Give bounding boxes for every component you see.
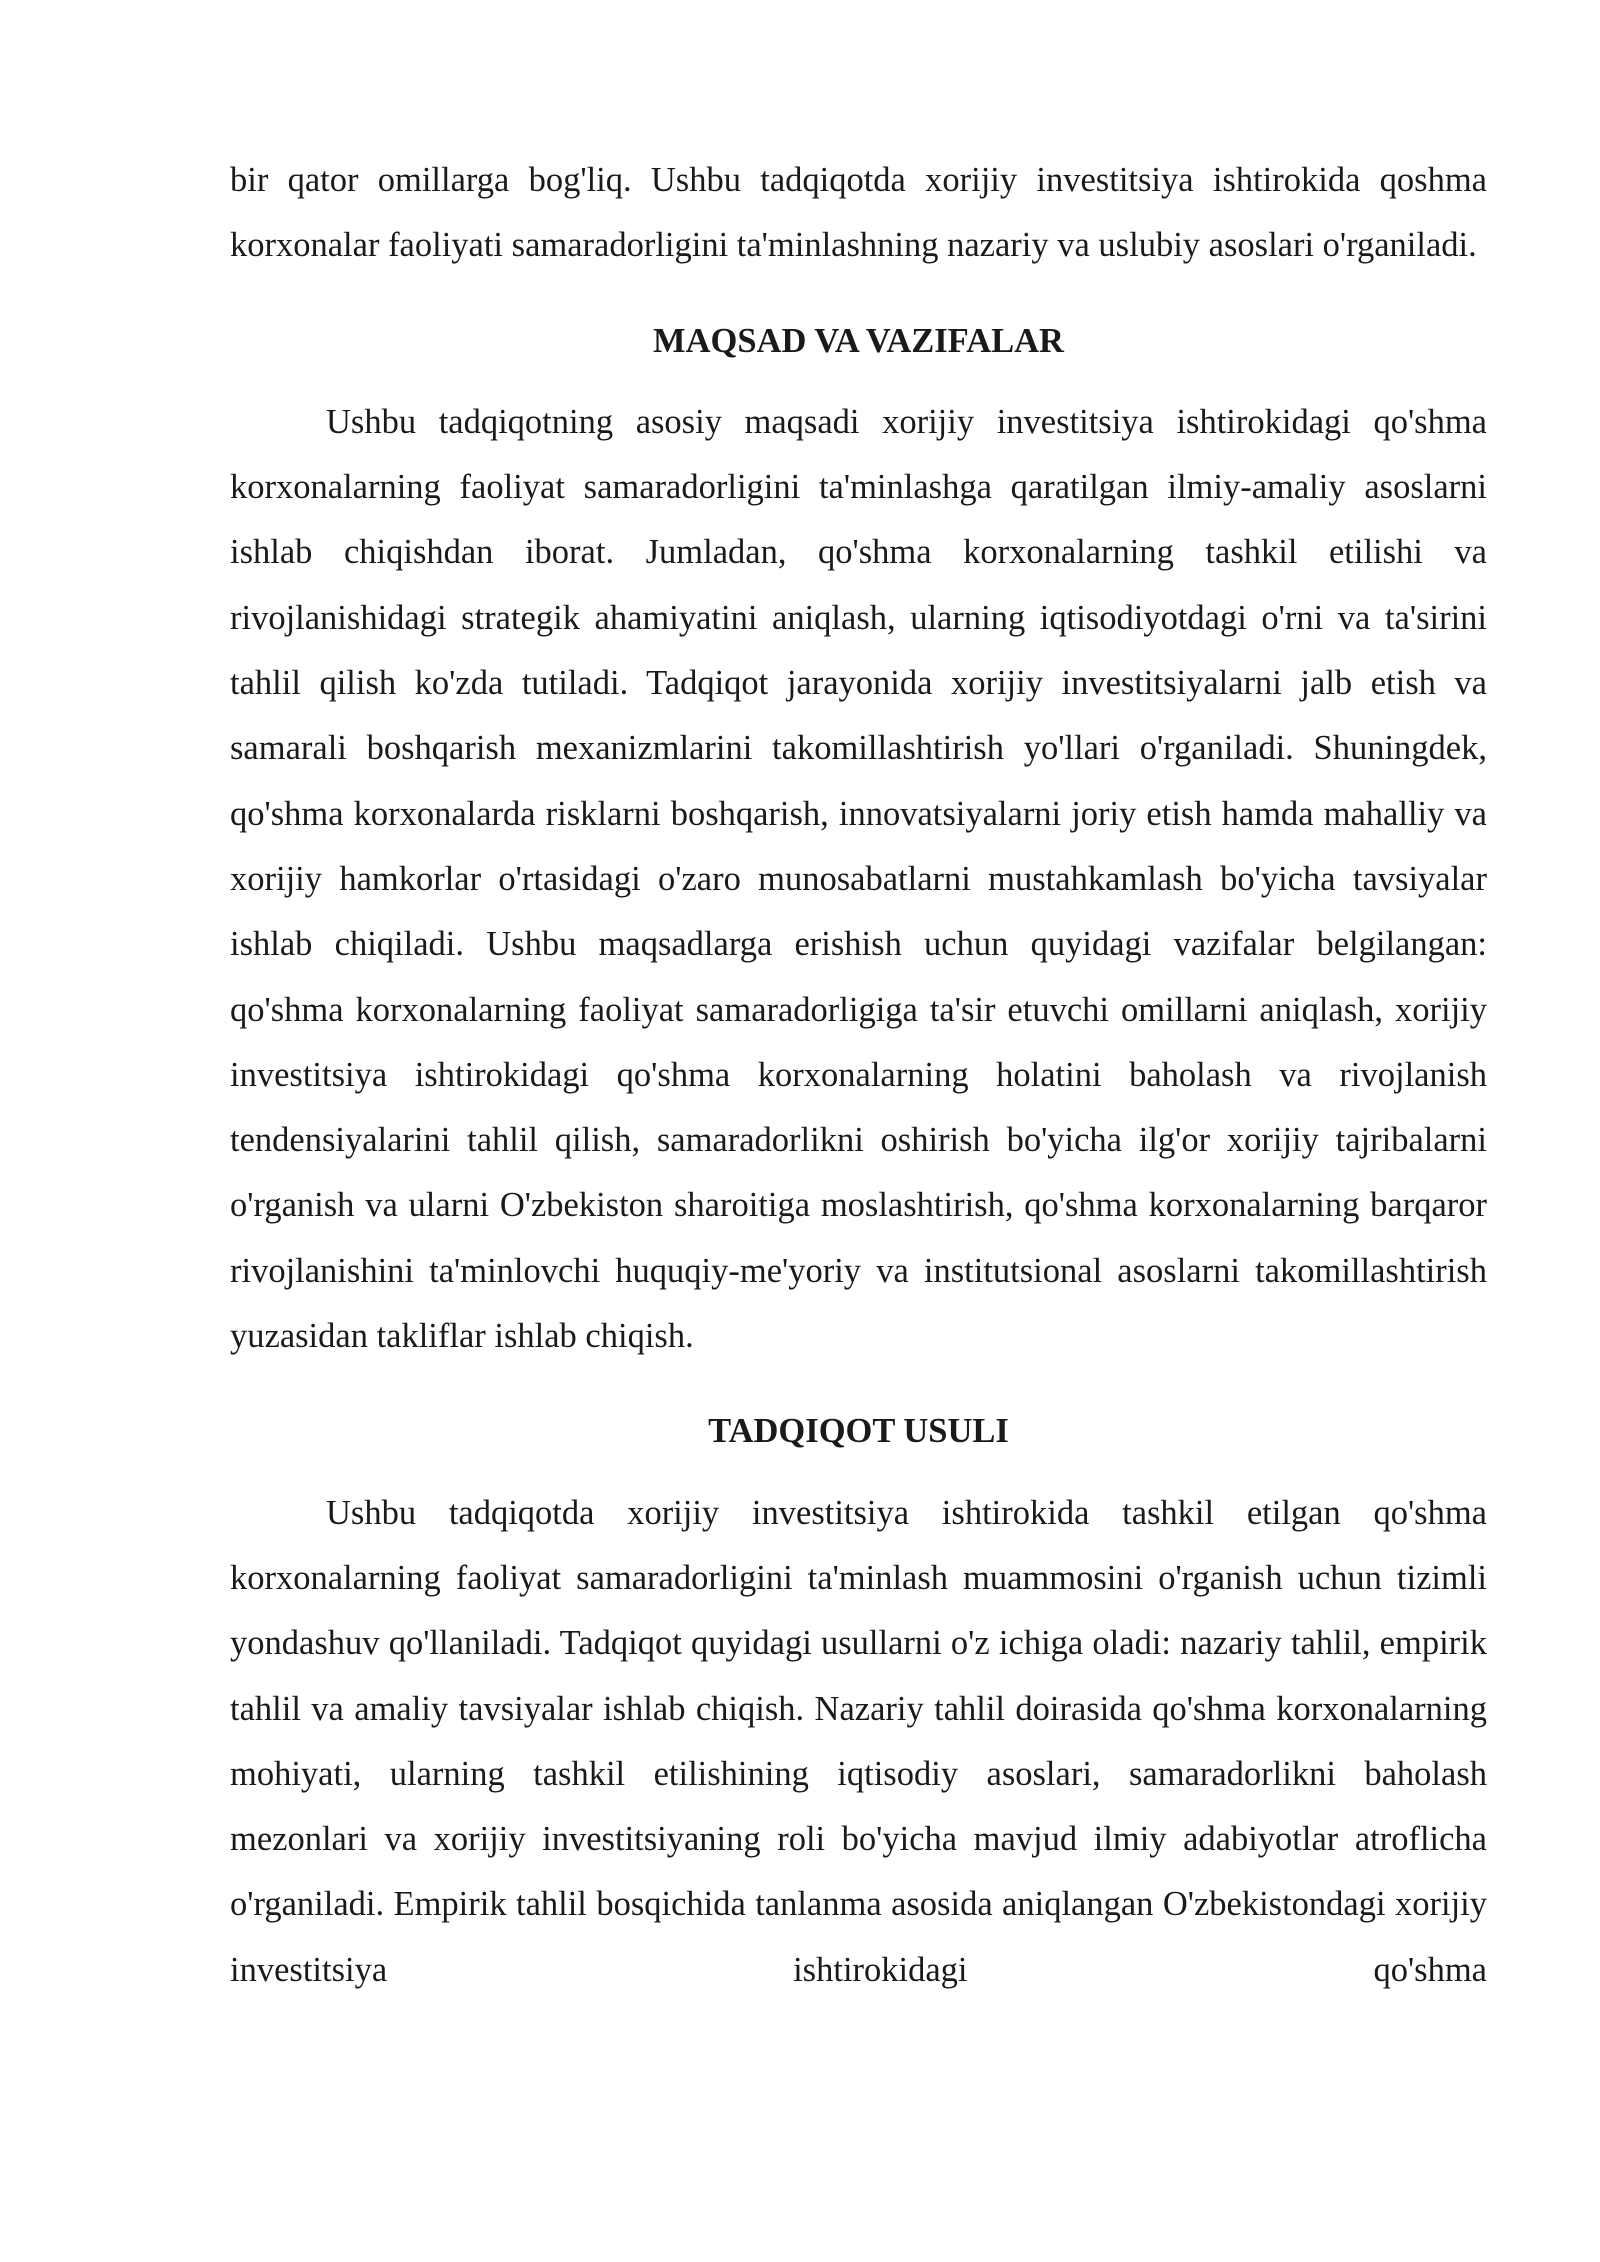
document-page <box>230 148 1487 2003</box>
section-heading-goals: MAQSAD VA VAZIFALAR <box>653 321 1064 360</box>
section-heading-method: TADQIQOT USULI <box>708 1412 1009 1451</box>
goals-paragraph: Ushbu tadqiqotning asosiy maqsadi xorijiy investitsiya ishtirokidagi qo'shma korxonalarning faoliyat samaradorligini ta'minlashga qaratilgan ilmiy-amaliy asoslarni ishlab chiqishdan iborat. Jumladan, qo'shma korxonalarning tashkil etilishi va rivojlanishidagi strategik ahamiyatini aniqlash, ularning iqtisodiyotdagi o'rni va ta'sirini tahlil qilish ko'zda tutiladi. Tadqiqot jarayonida xorijiy investitsiyalarni jalb etish va samarali boshqarish mexanizmlarini takomillashtirish yo'llari o'rganiladi. Shuningdek, qo'shma korxonalarda risklarni boshqarish, innovatsiyalarni joriy etish hamda mahalliy va xorijiy hamkorlar o'rtasidagi o'zaro munosabatlarni mustahkamlash bo'yicha tavsiyalar ishlab chiqiladi. Ushbu maqsadlarga erishish uchun quyidagi vazifalar belgilangan: qo'shma korxonalarning faoliyat samaradorligiga ta'sir etuvchi omillarni aniqlash, xorijiy investitsiya ishtirokidagi qo'shma korxonalarning holatini baholash va rivojlanish tendensiyalarini tahlil qilish, samaradorlikni oshirish bo'yicha ilg'or xorijiy tajribalarni o'rganish va ularni O'zbekiston sharoitiga moslashtirish, qo'shma korxonalarning barqaror rivojlanishini ta'minlovchi huquqiy-me'yoriy va institutsional asoslarni takomillashtirish yuzasidan takliflar ishlab chiqish. <box>230 402 1487 1356</box>
method-paragraph: Ushbu tadqiqotda xorijiy investitsiya ishtirokida tashkil etilgan qo'shma korxonalarning faoliyat samaradorligini ta'minlash muammosini o'rganish uchun tizimli yondashuv qo'llaniladi. Tadqiqot quyidagi usullarni o'z ichiga oladi: nazariy tahlil, empirik tahlil va amaliy tavsiyalar ishlab chiqish. Nazariy tahlil doirasida qo'shma korxonalarning mohiyati, ularning tashkil etilishining iqtisodiy asoslari, samaradorlikni baholash mezonlari va xorijiy investitsiyaning roli bo'yicha mavjud ilmiy adabiyotlar atroflicha o'rganiladi. Empirik tahlil bosqichida tanlanma asosida aniqlangan O'zbekistondagi xorijiy investitsiya ishtirokidagi qo'shma <box>230 1493 1487 1989</box>
intro-paragraph: bir qator omillarga bog'liq. Ushbu tadqiqotda xorijiy investitsiya ishtirokida qoshma korxonalar faoliyati samaradorligini ta'minlashning nazariy va uslubiy asoslari o'rganiladi. <box>230 161 1487 265</box>
